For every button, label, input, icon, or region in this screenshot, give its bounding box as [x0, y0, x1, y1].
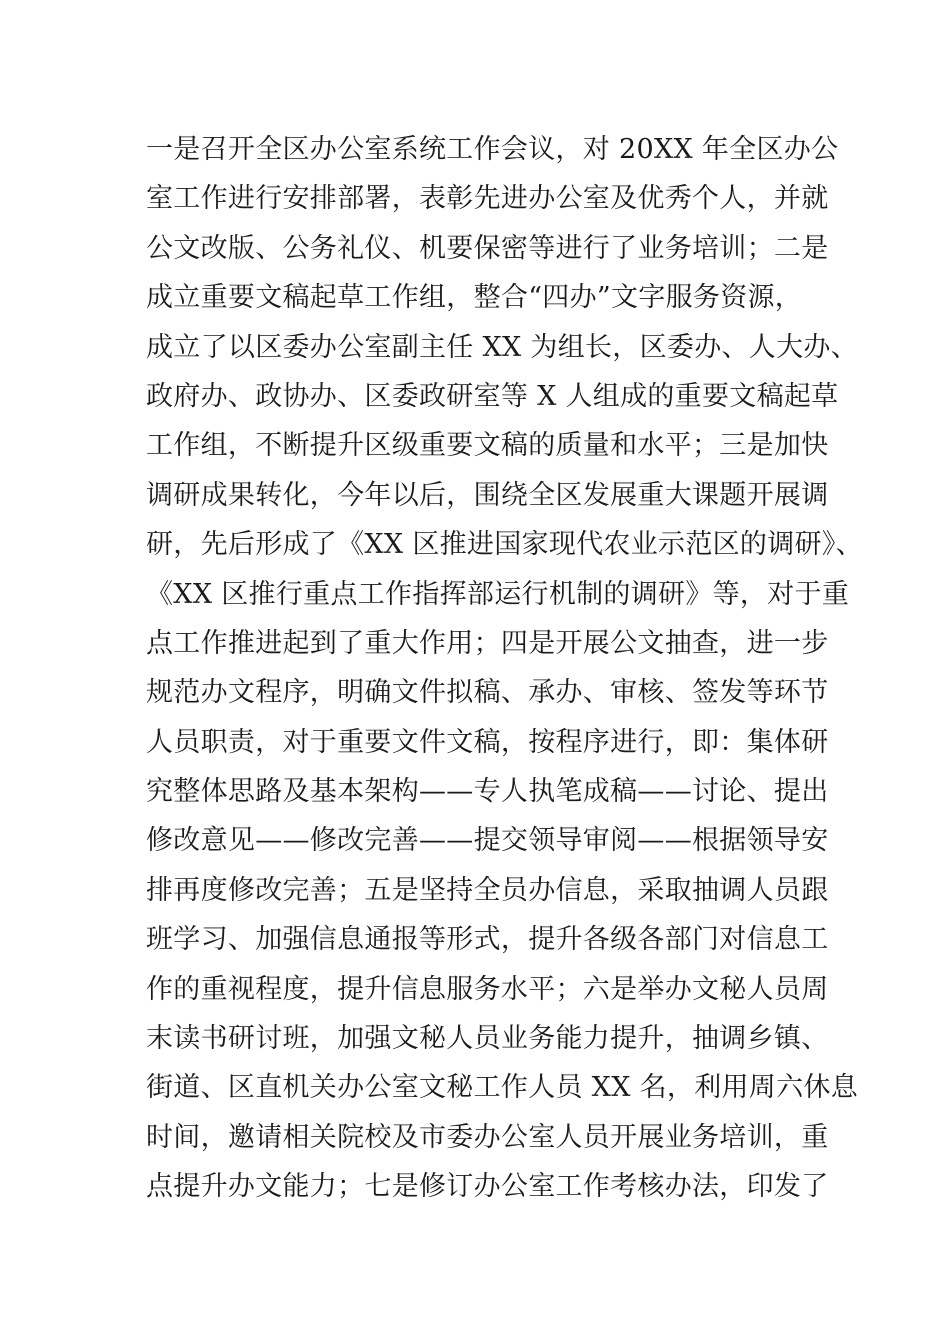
text-line: 成立了以区委办公室副主任 XX 为组长，区委办、人大办、	[146, 331, 859, 363]
text-line: 点提升办文能力；七是修订办公室工作考核办法，印发了	[146, 1171, 829, 1203]
body-paragraph	[146, 125, 863, 1212]
text-line: 点工作推进起到了重大作用；四是开展公文抽查，进一步	[146, 627, 829, 659]
text-line: 研，先后形成了《XX 区推进国家现代农业示范区的调研》、	[146, 529, 863, 561]
text-line: 规范办文程序，明确文件拟稿、承办、审核、签发等环节	[146, 677, 829, 709]
text-line: 究整体思路及基本架构——专人执笔成稿——讨论、提出	[146, 776, 829, 808]
text-line: 修改意见——修改完善——提交领导审阅——根据领导安	[146, 825, 829, 857]
text-line: 成立重要文稿起草工作组，整合“四办”文字服务资源，	[146, 282, 803, 314]
text-line: 室工作进行安排部署，表彰先进办公室及优秀个人，并就	[146, 183, 829, 215]
text-line: 政府办、政协办、区委政研室等 X 人组成的重要文稿起草	[146, 380, 839, 412]
text-line: 作的重视程度，提升信息服务水平；六是举办文秘人员周	[146, 973, 829, 1005]
text-line: 末读书研讨班，加强文秘人员业务能力提升，抽调乡镇、	[146, 1023, 829, 1055]
text-line: 调研成果转化，今年以后，围绕全区发展重大课题开展调	[146, 479, 829, 511]
text-line: 班学习、加强信息通报等形式，提升各级各部门对信息工	[146, 924, 829, 956]
text-line: 人员职责，对于重要文件文稿，按程序进行，即：集体研	[146, 726, 829, 758]
text-line: 公文改版、公务礼仪、机要保密等进行了业务培训；二是	[146, 232, 829, 264]
text-line: 《XX 区推行重点工作指挥部运行机制的调研》等，对于重	[146, 578, 850, 610]
text-line: 街道、区直机关办公室文秘工作人员 XX 名，利用周六休息	[146, 1072, 859, 1104]
text-line: 工作组，不断提升区级重要文稿的质量和水平；三是加快	[146, 430, 829, 462]
text-line: 排再度修改完善；五是坚持全员办信息，采取抽调人员跟	[146, 874, 829, 906]
text-line: 时间，邀请相关院校及市委办公室人员开展业务培训，重	[146, 1121, 829, 1153]
text-line: 一是召开全区办公室系统工作会议，对 20XX 年全区办公	[146, 134, 839, 165]
